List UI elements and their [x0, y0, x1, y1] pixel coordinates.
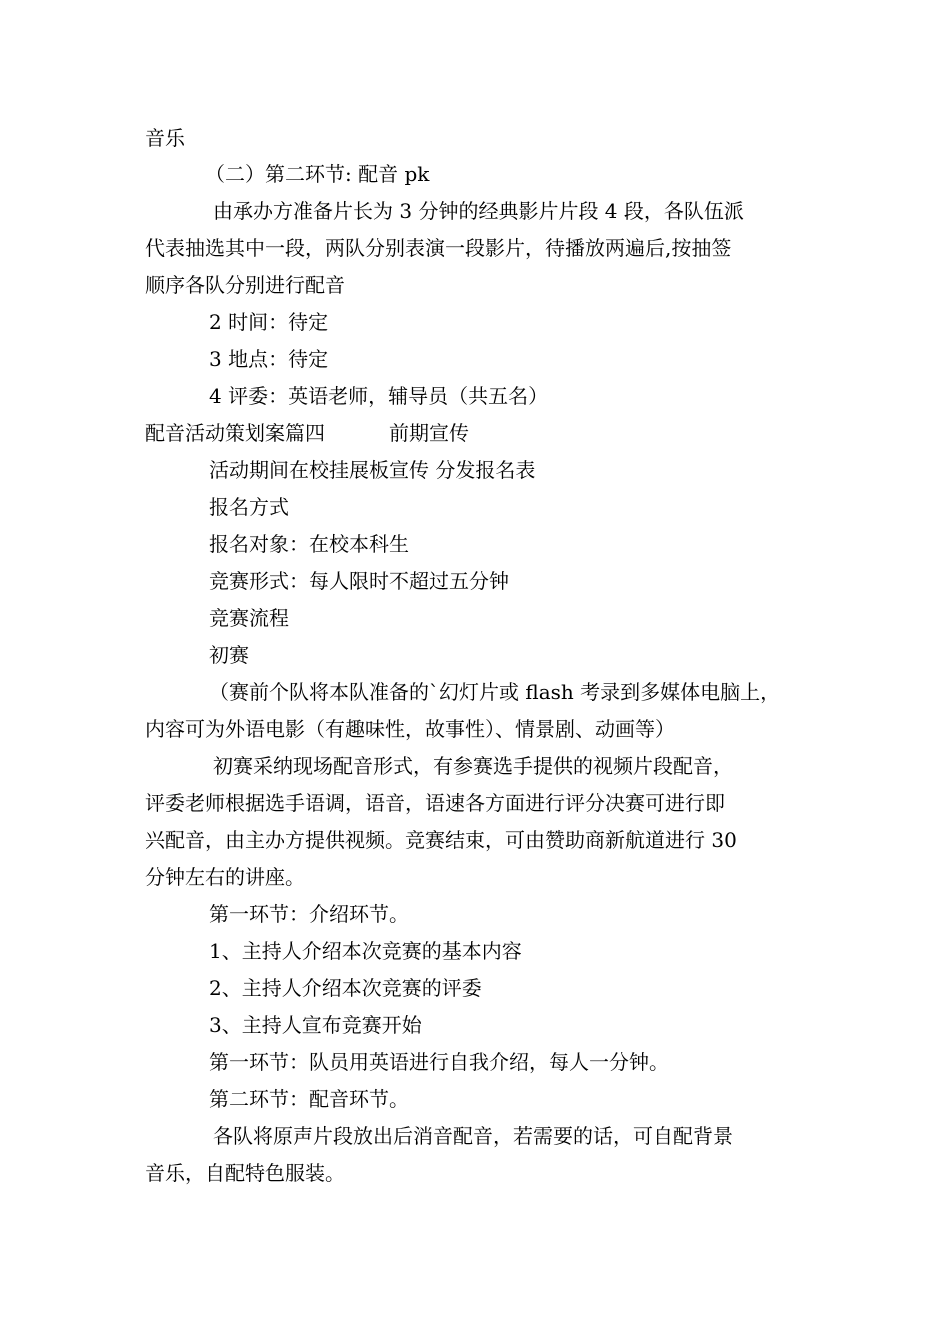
section-subtitle: 前期宣传 — [389, 421, 469, 445]
list-item: 2 时间：待定 — [209, 310, 329, 334]
paragraph-line: 第二环节：配音环节。 — [209, 1087, 409, 1111]
paragraph-line: 报名方式 — [209, 495, 289, 519]
list-item: 2、主持人介绍本次竞赛的评委 — [209, 976, 482, 1000]
paragraph-line: 顺序各队分别进行配音 — [145, 273, 345, 297]
paragraph-line: （赛前个队将本队准备的`幻灯片或 flash 考录到多媒体电脑上， — [209, 680, 781, 704]
list-item: 3 地点：待定 — [209, 347, 329, 371]
section-title-line — [145, 420, 469, 446]
list-item: 3、主持人宣布竞赛开始 — [209, 1013, 422, 1037]
text-line: 音乐 — [145, 126, 185, 150]
list-item: 4 评委：英语老师，辅导员（共五名） — [209, 384, 549, 408]
paragraph-line: 兴配音，由主办方提供视频。竞赛结束，可由赞助商新航道进行 30 — [145, 828, 737, 852]
paragraph-line: 音乐，自配特色服装。 — [145, 1161, 345, 1185]
paragraph-line: 竞赛流程 — [209, 606, 289, 630]
paragraph-line: 内容可为外语电影（有趣味性，故事性）、情景剧、动画等） — [145, 717, 675, 741]
paragraph-line: 报名对象：在校本科生 — [209, 532, 409, 556]
paragraph-line: 由承办方准备片长为 3 分钟的经典影片片段 4 段，各队伍派 — [213, 199, 744, 223]
paragraph-line: 初赛 — [209, 643, 249, 667]
paragraph-line: 评委老师根据选手语调，语音，语速各方面进行评分决赛可进行即 — [145, 791, 725, 815]
paragraph-line: 分钟左右的讲座。 — [145, 865, 305, 889]
paragraph-line: 竞赛形式：每人限时不超过五分钟 — [209, 569, 509, 593]
section-title: 配音活动策划案篇四 — [145, 421, 325, 445]
paragraph-line: 代表抽选其中一段，两队分别表演一段影片，待播放两遍后,按抽签 — [145, 236, 732, 260]
paragraph-line: 第一环节：介绍环节。 — [209, 902, 409, 926]
section-heading: （二）第二环节: 配音 pk — [205, 162, 430, 186]
paragraph-line: 活动期间在校挂展板宣传 分发报名表 — [209, 458, 536, 482]
list-item: 1、主持人介绍本次竞赛的基本内容 — [209, 939, 522, 963]
paragraph-line: 初赛采纳现场配音形式，有参赛选手提供的视频片段配音， — [213, 754, 733, 778]
paragraph-line: 各队将原声片段放出后消音配音，若需要的话，可自配背景 — [213, 1124, 733, 1148]
paragraph-line: 第一环节：队员用英语进行自我介绍，每人一分钟。 — [209, 1050, 669, 1074]
